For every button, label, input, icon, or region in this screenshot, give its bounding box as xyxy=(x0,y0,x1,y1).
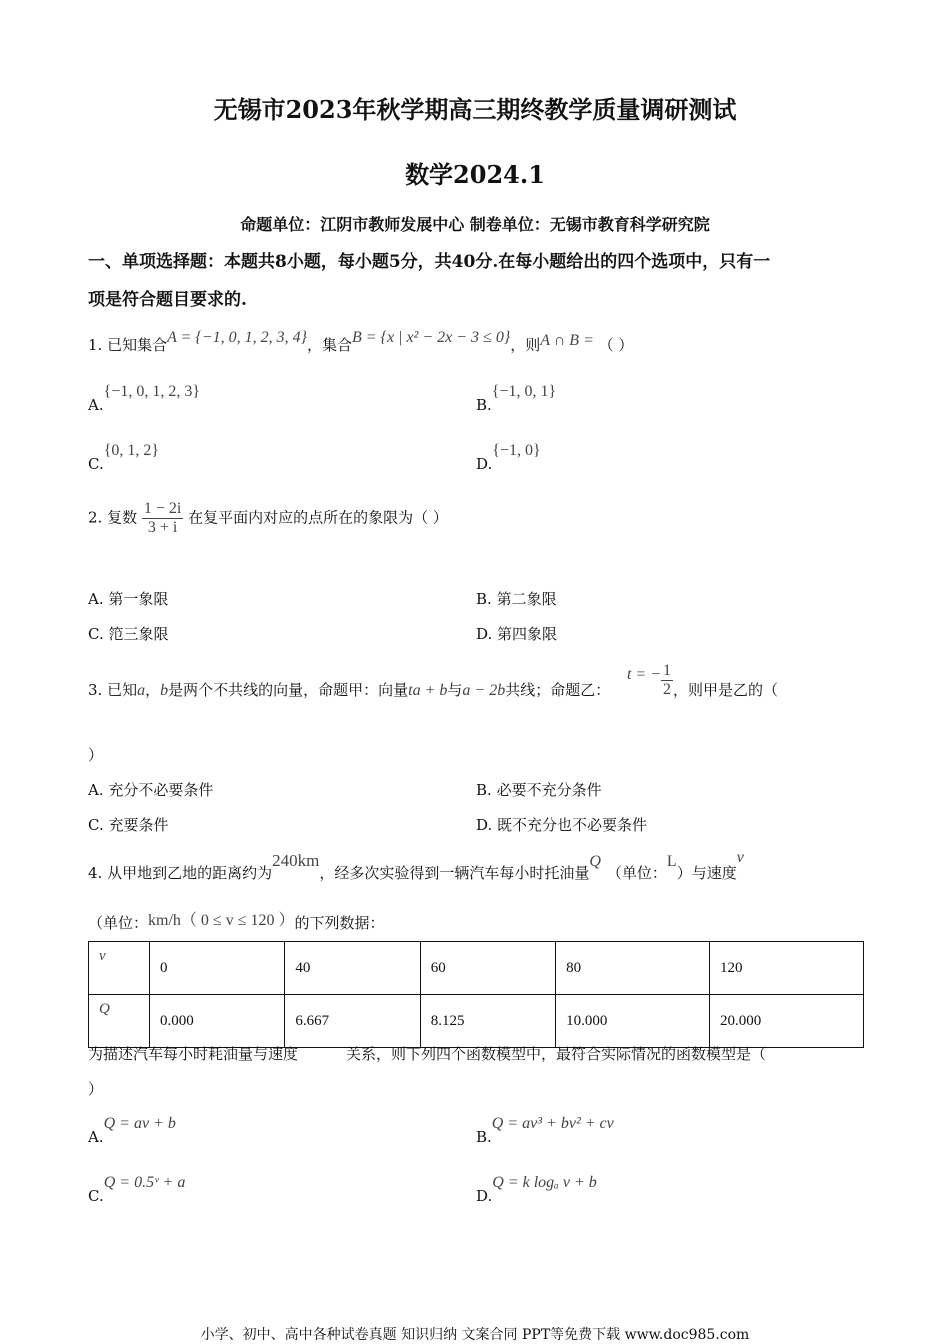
question-4: 4. 从甲地到乙地的距离约为240km，经多次实验得到一辆汽车每小时托油量Q（单位：L）与速度v xyxy=(88,849,744,882)
q2-prefix: 2. 复数 xyxy=(88,508,138,527)
q4-option-a[interactable]: A.Q = av + b xyxy=(88,1115,176,1146)
q3-option-d[interactable]: D. 既不充分也不必要条件 xyxy=(476,816,648,834)
q4-unit-l: L xyxy=(666,853,677,870)
q1-answer-bracket: （ ） xyxy=(598,336,634,354)
question-1 xyxy=(88,329,634,355)
q1-mid: ，集合 xyxy=(306,336,352,354)
q1-prefix: 1. 已知集合 xyxy=(88,336,168,354)
q1-set-a: A = {−1, 0, 1, 2, 3, 4} xyxy=(167,329,307,346)
table-cell: 10.000 xyxy=(556,995,710,1048)
q4-option-b[interactable]: B.Q = av³ + bv² + cv xyxy=(476,1115,614,1146)
section-heading-line2: 项是符合题目要求的. xyxy=(88,290,247,310)
table-cell: 80 xyxy=(556,942,710,995)
question-3: 3. 已知a，b是两个不共线的向量，命题甲：向量ta + b与a − 2b共线；命题乙： t = − $\frac{1}{2}$ ，则甲是乙的（ xyxy=(88,662,779,699)
table-cell: 0 xyxy=(150,942,285,995)
q3-option-b[interactable]: B. 必要不充分条件 xyxy=(476,781,602,799)
q3-continuation: ） xyxy=(88,746,104,764)
q2-option-d[interactable]: D. 第四象限 xyxy=(476,625,558,643)
q2-denominator: 3 + i xyxy=(147,519,178,536)
q1-option-d[interactable]: D.{−1, 0} xyxy=(476,442,541,473)
table-row-label: v xyxy=(89,942,150,995)
table-cell: 60 xyxy=(420,942,555,995)
table-row-label: Q xyxy=(89,995,150,1048)
table-cell: 120 xyxy=(710,942,864,995)
exam-subtitle: 数学2024.1 xyxy=(405,160,545,189)
exam-organizers: 命题单位：江阴市教师发展中心 制卷单位：无锡市教育科学研究院 xyxy=(240,215,710,234)
table-cell: 0.000 xyxy=(150,995,285,1048)
q4-symbol-q: Q xyxy=(589,853,601,870)
q4-distance: 240km xyxy=(272,851,320,870)
table-cell: 40 xyxy=(285,942,420,995)
q3-t-fraction: $\frac{1}{2}$ xyxy=(663,662,672,698)
q4-range: （ 0 ≤ v ≤ 120 ） xyxy=(180,912,295,929)
q2-option-a[interactable]: A. 第一象限 xyxy=(88,590,169,608)
q4-option-d[interactable]: D.Q = k logₐ v + b xyxy=(476,1174,597,1205)
q4-continuation: ） xyxy=(88,1080,104,1098)
table-cell: 20.000 xyxy=(710,995,864,1048)
q1-option-a[interactable]: A.{−1, 0, 1, 2, 3} xyxy=(88,383,200,414)
q3-option-c[interactable]: C. 充要条件 xyxy=(88,816,169,834)
q3-option-a[interactable]: A. 充分不必要条件 xyxy=(88,781,214,799)
table-cell: 8.125 xyxy=(420,995,555,1048)
table-cell: 6.667 xyxy=(285,995,420,1048)
section-heading-line1: 一、单项选择题：本题共8小题，每小题5分，共40分.在每小题给出的四个选项中，只有一 xyxy=(88,252,771,272)
q2-numerator: 1 − 2i xyxy=(143,500,182,517)
footer-promo[interactable]: 小学、初中、高中各种试卷真题 知识归纳 文案合同 PPT等免费下载 www.doc985.com xyxy=(200,1327,750,1343)
q1-set-b: B = {x | x² − 2x − 3 ≤ 0} xyxy=(351,329,511,346)
q3-vector-a: a xyxy=(137,681,146,699)
q4-unit-kmh: km/h xyxy=(148,912,181,929)
q1-option-c[interactable]: C.{0, 1, 2} xyxy=(88,442,160,473)
q1-suffix-pre: ，则 xyxy=(510,336,541,354)
q3-vector-expr1: ta + b xyxy=(408,681,448,699)
q4-line2: （单位：km/h（ 0 ≤ v ≤ 120 ）的下列数据： xyxy=(88,912,385,932)
q1-expression: A ∩ B = xyxy=(540,332,594,349)
q2-option-c[interactable]: C. 笵三象限 xyxy=(88,625,169,643)
q3-vector-expr2: a − 2b xyxy=(462,681,506,699)
q2-suffix: 在复平面内对应的点所在的象限为（ ） xyxy=(188,508,448,527)
q4-symbol-v: v xyxy=(736,849,744,866)
q4-after-table: 为描述汽车每小时耗油量与速度 关系，则下列四个函数模型中，最符合实际情况的函数模型是（ xyxy=(88,1045,767,1063)
table-row-q xyxy=(89,995,864,1048)
q2-fraction xyxy=(142,500,183,537)
table-row-v xyxy=(89,942,864,995)
q3-vector-b: b xyxy=(160,681,169,699)
q4-option-c[interactable]: C.Q = 0.5ᵛ + a xyxy=(88,1174,186,1205)
q3-t-lhs: t = − xyxy=(626,665,662,683)
q1-option-b[interactable]: B.{−1, 0, 1} xyxy=(476,383,557,414)
q4-data-table xyxy=(88,941,864,1048)
question-2 xyxy=(88,500,448,537)
q2-option-b[interactable]: B. 第二象限 xyxy=(476,590,557,608)
exam-title: 无锡市2023年秋学期高三期终教学质量调研测试 xyxy=(213,95,737,124)
